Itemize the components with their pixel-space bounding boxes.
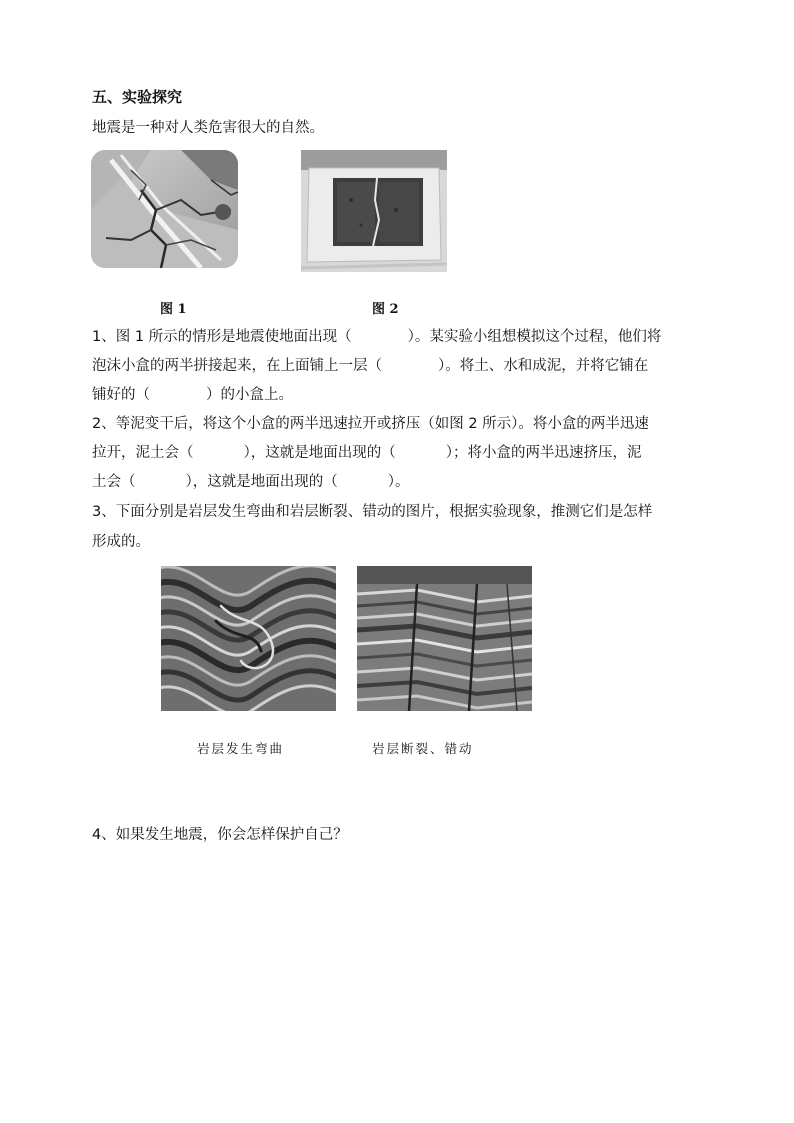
question-3-line-1: 3、下面分别是岩层发生弯曲和岩层断裂、错动的图片，根据实验现象，推测它们是怎样 xyxy=(92,504,653,520)
figure-1-caption: 图 1 xyxy=(160,302,187,317)
question-1-line-1 xyxy=(92,327,661,347)
question-1-line-3 xyxy=(92,385,293,405)
question-2-text: 拉开，泥土会（ xyxy=(92,445,194,461)
question-2-line-3 xyxy=(92,472,410,492)
figure-2-caption: 图 2 xyxy=(372,302,399,317)
section-heading: 五、实验探究 xyxy=(92,88,183,106)
rock-fault-caption: 岩层断裂、错动 xyxy=(372,741,474,756)
rock-fold-caption: 岩层发生弯曲 xyxy=(197,741,285,756)
question-2-line-1: 2、等泥变干后，将这个小盒的两半迅速拉开或挤压（如图 2 所示）。将小盒的两半迅速 xyxy=(92,416,649,432)
question-2-text: ），这就是地面出现的（ xyxy=(185,474,338,490)
question-1-text: ）。某实验小组想模拟这个过程，他们将 xyxy=(407,329,662,345)
figure-1-cracked-road-image xyxy=(91,150,238,268)
question-4-line-1: 4、如果发生地震，你会怎样保护自己？ xyxy=(92,827,348,843)
question-3-line-2: 形成的。 xyxy=(92,534,150,550)
question-1-line-2 xyxy=(92,356,648,376)
rock-fold-image xyxy=(161,566,336,711)
question-1-text: 1、图 1 所示的情形是地震使地面出现（ xyxy=(92,329,352,345)
question-1-text: 泡沫小盒的两半拼接起来，在上面铺上一层（ xyxy=(92,358,382,374)
question-1-text: 铺好的（ xyxy=(92,387,150,403)
question-2-text: 土会（ xyxy=(92,474,136,490)
question-2-line-2 xyxy=(92,443,642,463)
figure-2-mud-box-image xyxy=(301,150,447,272)
question-2-text: ）。 xyxy=(387,474,410,490)
rock-fault-image xyxy=(357,566,532,711)
question-2-text: ）；将小盒的两半迅速挤压，泥 xyxy=(445,445,642,461)
question-1-text: ）。将土、水和成泥，并将它铺在 xyxy=(438,358,649,374)
intro-text: 地震是一种对人类危害很大的自然。 xyxy=(92,120,324,136)
question-2-text: ），这就是地面出现的（ xyxy=(243,445,396,461)
question-1-text: ）的小盒上。 xyxy=(206,387,293,403)
